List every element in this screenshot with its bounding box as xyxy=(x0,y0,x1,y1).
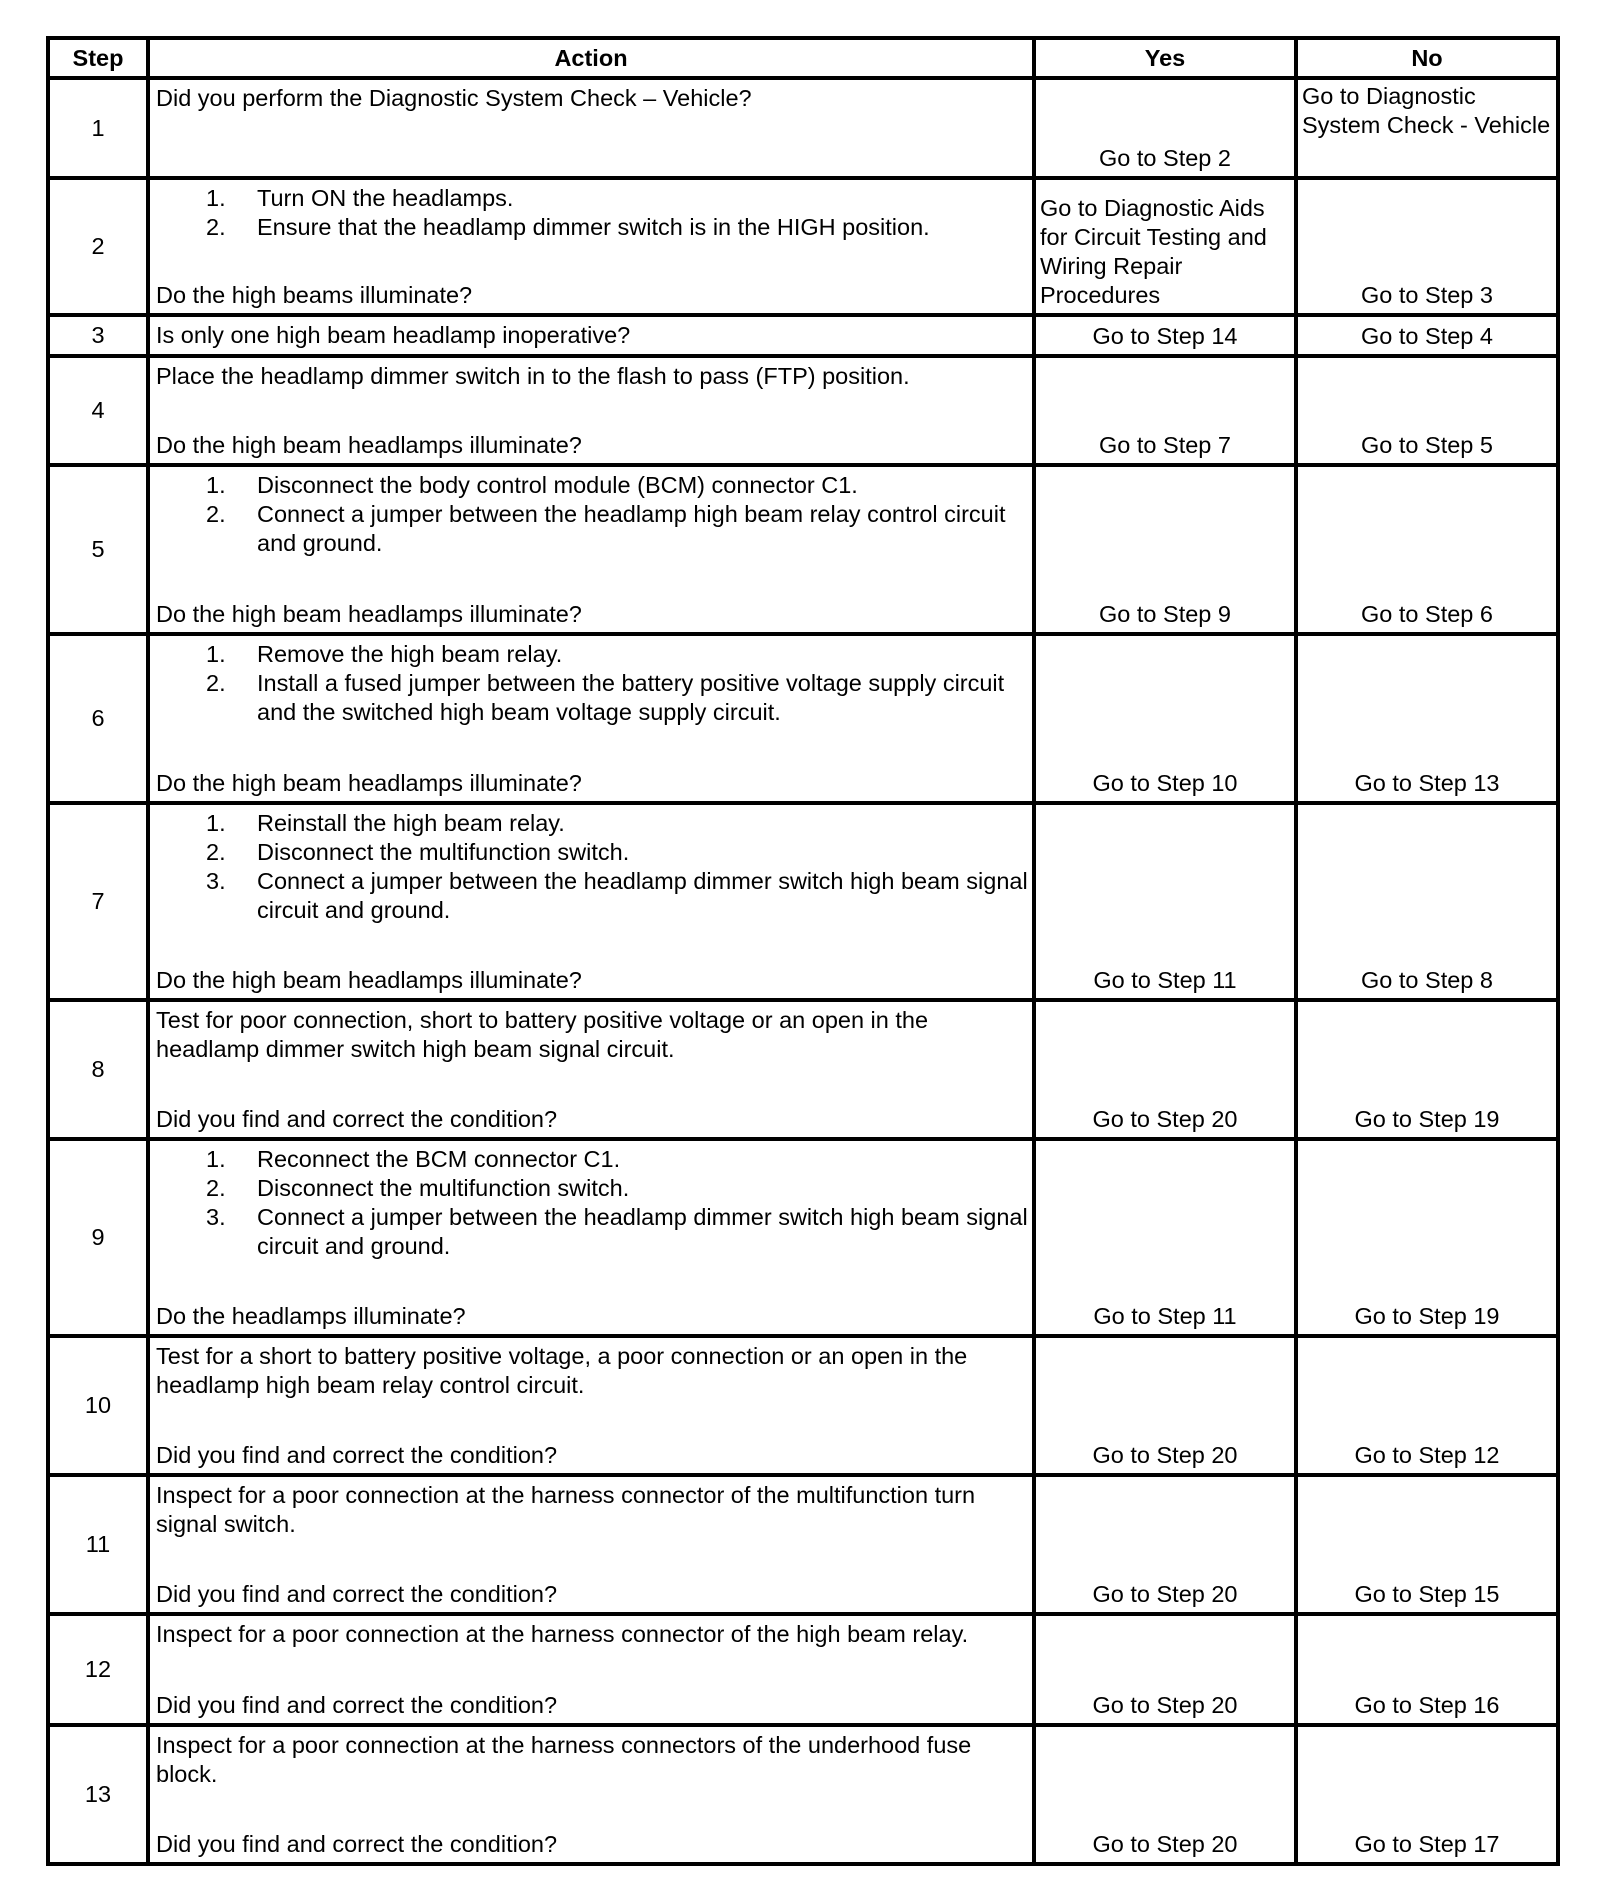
action-cell xyxy=(148,465,1034,634)
action-text: Is only one high beam headlamp inoperative? xyxy=(156,322,631,348)
list-item-number: 1. xyxy=(206,810,226,836)
list-item xyxy=(156,213,1028,242)
table-row xyxy=(48,634,1558,803)
no-outcome: Go to Step 3 xyxy=(1296,178,1558,315)
action-question: Do the high beams illuminate? xyxy=(156,282,473,308)
list-item-text: Turn ON the headlamps. xyxy=(257,185,514,211)
action-question: Did you find and correct the condition? xyxy=(156,1442,558,1468)
action-text: Inspect for a poor connection at the harness connector of the high beam relay. xyxy=(156,1621,969,1647)
list-item-text: Disconnect the multifunction switch. xyxy=(257,1175,630,1201)
list-item-number: 2. xyxy=(206,501,226,527)
action-cell xyxy=(148,1614,1034,1725)
table-body xyxy=(48,78,1558,1864)
step-number: 6 xyxy=(48,634,148,803)
no-outcome: Go to Step 6 xyxy=(1296,465,1558,634)
no-outcome: Go to Step 12 xyxy=(1296,1336,1558,1475)
action-cell xyxy=(148,803,1034,1000)
yes-outcome: Go to Step 10 xyxy=(1034,634,1296,803)
table-row xyxy=(48,465,1558,634)
table-row xyxy=(48,1139,1558,1336)
action-cell xyxy=(148,1475,1034,1614)
table-row xyxy=(48,1475,1558,1614)
action-text: Inspect for a poor connection at the harness connector of the multifunction turn signal switch. xyxy=(156,1482,976,1537)
list-item-text: Ensure that the headlamp dimmer switch is in the HIGH position. xyxy=(257,214,930,240)
yes-outcome: Go to Step 20 xyxy=(1034,1614,1296,1725)
action-text: Did you perform the Diagnostic System Check – Vehicle? xyxy=(156,85,752,111)
action-question: Did you find and correct the condition? xyxy=(156,1581,558,1607)
action-steps-list xyxy=(156,184,1028,242)
yes-outcome: Go to Step 11 xyxy=(1034,1139,1296,1336)
action-steps-list xyxy=(156,1145,1028,1261)
step-number: 10 xyxy=(48,1336,148,1475)
yes-outcome: Go to Step 20 xyxy=(1034,1000,1296,1139)
no-outcome: Go to Step 17 xyxy=(1296,1725,1558,1864)
yes-outcome: Go to Step 2 xyxy=(1034,78,1296,178)
table-row xyxy=(48,315,1558,356)
action-question: Did you find and correct the condition? xyxy=(156,1692,558,1718)
yes-outcome: Go to Step 20 xyxy=(1034,1336,1296,1475)
list-item-number: 2. xyxy=(206,1175,226,1201)
action-text: Test for a short to battery positive voltage, a poor connection or an open in the headlamp high beam relay control circuit. xyxy=(156,1343,968,1398)
action-question: Do the high beam headlamps illuminate? xyxy=(156,770,582,796)
list-item-text: Connect a jumper between the headlamp high beam relay control circuit and ground. xyxy=(257,501,1006,556)
list-item-number: 1. xyxy=(206,472,226,498)
list-item xyxy=(156,669,1028,727)
table-row xyxy=(48,1725,1558,1864)
list-item-number: 3. xyxy=(206,1204,226,1230)
step-number: 9 xyxy=(48,1139,148,1336)
yes-outcome: Go to Step 14 xyxy=(1034,315,1296,356)
yes-outcome: Go to Step 20 xyxy=(1034,1475,1296,1614)
action-question: Do the high beam headlamps illuminate? xyxy=(156,432,582,458)
header-action: Action xyxy=(148,38,1034,78)
yes-outcome: Go to Step 11 xyxy=(1034,803,1296,1000)
list-item-text: Install a fused jumper between the battery positive voltage supply circuit and the switched high beam voltage supply circuit. xyxy=(257,670,1005,725)
action-steps-list xyxy=(156,809,1028,925)
action-steps-list xyxy=(156,471,1028,558)
table-row xyxy=(48,1336,1558,1475)
step-number: 1 xyxy=(48,78,148,178)
list-item-text: Disconnect the body control module (BCM) connector C1. xyxy=(257,472,858,498)
step-number: 2 xyxy=(48,178,148,315)
no-outcome: Go to Step 16 xyxy=(1296,1614,1558,1725)
table-row xyxy=(48,803,1558,1000)
step-number: 5 xyxy=(48,465,148,634)
step-number: 4 xyxy=(48,356,148,465)
action-steps-list xyxy=(156,640,1028,727)
table-row xyxy=(48,78,1558,178)
action-cell xyxy=(148,78,1034,178)
yes-outcome: Go to Step 7 xyxy=(1034,356,1296,465)
no-outcome: Go to Step 4 xyxy=(1296,315,1558,356)
table-header-row xyxy=(48,38,1558,78)
list-item-number: 1. xyxy=(206,185,226,211)
list-item xyxy=(156,184,1028,213)
no-outcome: Go to Step 19 xyxy=(1296,1139,1558,1336)
action-question: Do the headlamps illuminate? xyxy=(156,1303,466,1329)
table-row xyxy=(48,178,1558,315)
action-question: Do the high beam headlamps illuminate? xyxy=(156,967,582,993)
list-item xyxy=(156,867,1028,925)
table-row xyxy=(48,1000,1558,1139)
list-item xyxy=(156,500,1028,558)
no-outcome: Go to Step 15 xyxy=(1296,1475,1558,1614)
list-item-text: Reconnect the BCM connector C1. xyxy=(257,1146,621,1172)
list-item xyxy=(156,1145,1028,1174)
header-no: No xyxy=(1296,38,1558,78)
action-question: Do the high beam headlamps illuminate? xyxy=(156,601,582,627)
action-cell xyxy=(148,315,1034,356)
yes-outcome: Go to Step 20 xyxy=(1034,1725,1296,1864)
action-cell xyxy=(148,356,1034,465)
diagnostic-steps-table xyxy=(46,36,1560,1866)
list-item xyxy=(156,1174,1028,1203)
list-item-number: 2. xyxy=(206,670,226,696)
step-number: 8 xyxy=(48,1000,148,1139)
step-number: 11 xyxy=(48,1475,148,1614)
header-yes: Yes xyxy=(1034,38,1296,78)
no-outcome: Go to Step 13 xyxy=(1296,634,1558,803)
no-outcome: Go to Step 8 xyxy=(1296,803,1558,1000)
table-row xyxy=(48,356,1558,465)
diagnostic-table-page xyxy=(46,36,1556,1866)
action-cell xyxy=(148,1000,1034,1139)
action-text: Test for poor connection, short to battery positive voltage or an open in the headlamp dimmer switch high beam signal circuit. xyxy=(156,1007,929,1062)
action-cell xyxy=(148,1725,1034,1864)
action-question: Did you find and correct the condition? xyxy=(156,1106,558,1132)
no-outcome: Go to Diagnostic System Check - Vehicle xyxy=(1296,78,1558,178)
list-item-text: Connect a jumper between the headlamp dimmer switch high beam signal circuit and ground. xyxy=(257,868,1028,923)
list-item-text: Connect a jumper between the headlamp dimmer switch high beam signal circuit and ground. xyxy=(257,1204,1028,1259)
list-item xyxy=(156,471,1028,500)
action-question: Did you find and correct the condition? xyxy=(156,1831,558,1857)
no-outcome: Go to Step 19 xyxy=(1296,1000,1558,1139)
action-text: Inspect for a poor connection at the harness connectors of the underhood fuse block. xyxy=(156,1732,972,1787)
action-cell xyxy=(148,178,1034,315)
list-item-number: 1. xyxy=(206,641,226,667)
header-step: Step xyxy=(48,38,148,78)
action-text: Place the headlamp dimmer switch in to the flash to pass (FTP) position. xyxy=(156,363,910,389)
list-item-number: 3. xyxy=(206,868,226,894)
action-cell xyxy=(148,1139,1034,1336)
step-number: 12 xyxy=(48,1614,148,1725)
yes-outcome: Go to Diagnostic Aids for Circuit Testing and Wiring Repair Procedures xyxy=(1034,178,1296,315)
action-cell xyxy=(148,634,1034,803)
list-item-text: Reinstall the high beam relay. xyxy=(257,810,565,836)
list-item xyxy=(156,838,1028,867)
list-item-number: 1. xyxy=(206,1146,226,1172)
list-item xyxy=(156,1203,1028,1261)
list-item-number: 2. xyxy=(206,839,226,865)
step-number: 7 xyxy=(48,803,148,1000)
step-number: 13 xyxy=(48,1725,148,1864)
yes-outcome: Go to Step 9 xyxy=(1034,465,1296,634)
list-item-number: 2. xyxy=(206,214,226,240)
table-row xyxy=(48,1614,1558,1725)
no-outcome: Go to Step 5 xyxy=(1296,356,1558,465)
list-item-text: Disconnect the multifunction switch. xyxy=(257,839,630,865)
list-item-text: Remove the high beam relay. xyxy=(257,641,563,667)
list-item xyxy=(156,809,1028,838)
step-number: 3 xyxy=(48,315,148,356)
action-cell xyxy=(148,1336,1034,1475)
list-item xyxy=(156,640,1028,669)
